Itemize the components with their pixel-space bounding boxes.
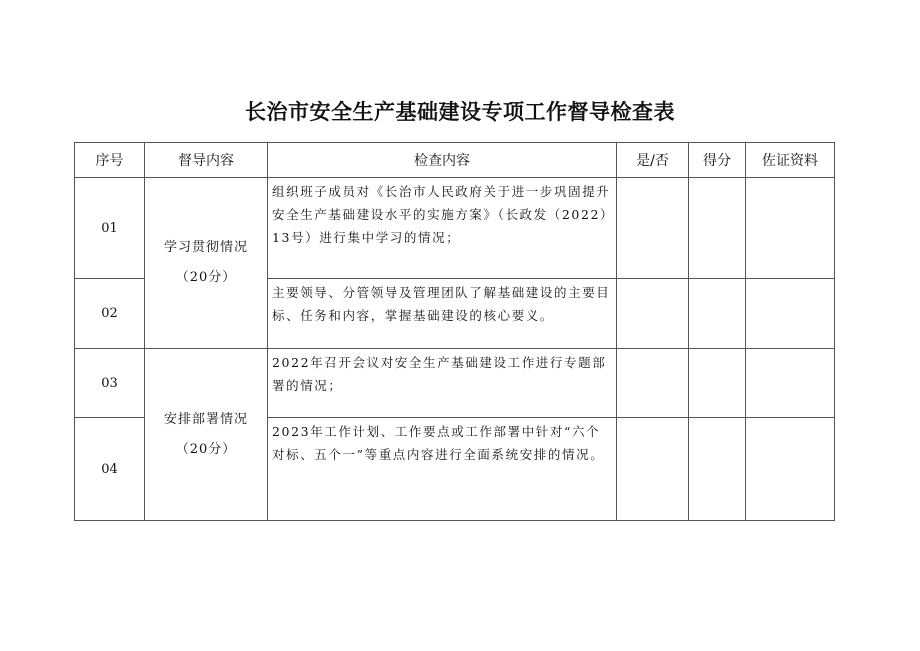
- evidence-cell[interactable]: [746, 349, 835, 418]
- row-seq: 02: [75, 279, 145, 349]
- header-check: 检查内容: [268, 143, 617, 178]
- evidence-cell[interactable]: [746, 418, 835, 521]
- score-cell[interactable]: [689, 418, 746, 521]
- yes-no-cell[interactable]: [617, 279, 689, 349]
- score-cell[interactable]: [689, 349, 746, 418]
- row-seq: 01: [75, 178, 145, 279]
- row-content: 2022年召开会议对安全生产基础建设工作进行专题部署的情况；: [268, 349, 617, 418]
- row-content: 组织班子成员对《长治市人民政府关于进一步巩固提升安全生产基础建设水平的实施方案》（长政发（2022）13号）进行集中学习的情况；: [268, 178, 617, 279]
- score-cell[interactable]: [689, 178, 746, 279]
- evidence-cell[interactable]: [746, 178, 835, 279]
- header-seq: 序号: [75, 143, 145, 178]
- header-score: 得分: [689, 143, 746, 178]
- row-content: 2023年工作计划、工作要点或工作部署中针对“六个对标、五个一”等重点内容进行全面系统安排的情况。: [268, 418, 617, 521]
- row-seq: 03: [75, 349, 145, 418]
- table-row: [75, 178, 835, 279]
- score-cell[interactable]: [689, 279, 746, 349]
- page-title: 长治市安全生产基础建设专项工作督导检查表: [245, 100, 675, 124]
- inspection-table: [74, 142, 835, 521]
- evidence-cell[interactable]: [746, 279, 835, 349]
- header-yes-no: 是/否: [617, 143, 689, 178]
- category-cell: [145, 349, 268, 521]
- yes-no-cell[interactable]: [617, 349, 689, 418]
- row-content: 主要领导、分管领导及管理团队了解基础建设的主要目标、任务和内容，掌握基础建设的核心要义。: [268, 279, 617, 349]
- table-row: [75, 349, 835, 418]
- row-seq: 04: [75, 418, 145, 521]
- header-evidence: 佐证资料: [746, 143, 835, 178]
- yes-no-cell[interactable]: [617, 418, 689, 521]
- category-cell: [145, 178, 268, 349]
- category-name: 安排部署情况: [163, 411, 248, 427]
- header-supervision: 督导内容: [145, 143, 268, 178]
- category-name: 学习贯彻情况: [163, 240, 248, 255]
- category-points: （20分）: [175, 441, 237, 457]
- category-points: （20分）: [175, 270, 237, 285]
- header-row: [75, 143, 835, 178]
- yes-no-cell[interactable]: [617, 178, 689, 279]
